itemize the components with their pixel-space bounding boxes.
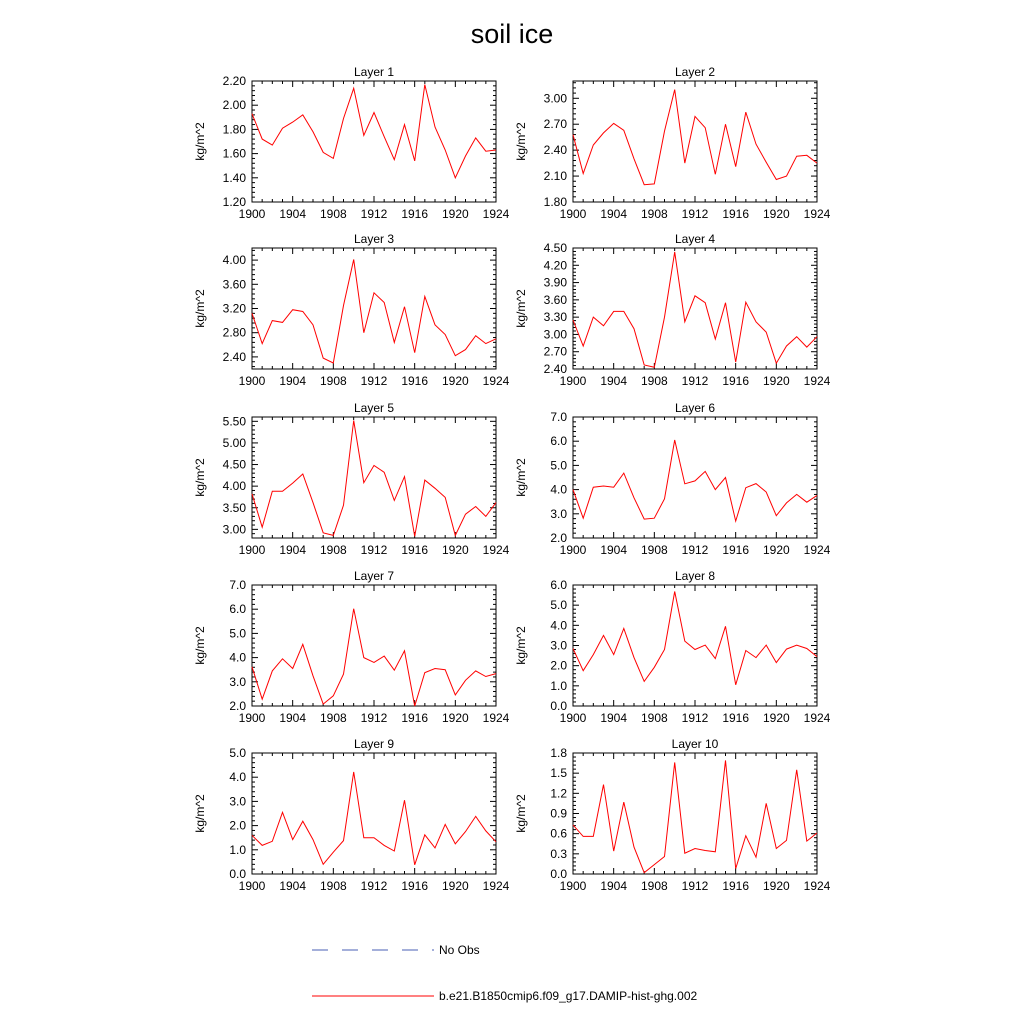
x-tick-label: 1916 (722, 207, 750, 221)
x-tick-label: 1908 (640, 207, 668, 221)
plot-frame (252, 81, 496, 202)
panel-layer-7 (193, 569, 510, 725)
x-tick-label: 1920 (762, 207, 790, 221)
x-tick-label: 1900 (559, 543, 587, 557)
y-tick-label: 3.30 (543, 310, 567, 325)
y-tick-label: 4.00 (222, 479, 246, 494)
y-tick-label: 3.0 (229, 794, 246, 809)
series-line (573, 252, 817, 367)
y-tick-label: 2.00 (222, 98, 246, 113)
y-tick-label: 1.40 (222, 170, 246, 185)
y-tick-label: 0.0 (229, 867, 246, 881)
panel-layer-5 (193, 401, 510, 557)
panel-layer-6 (514, 401, 831, 557)
y-axis-label: kg/m^2 (193, 626, 207, 665)
panel-layer-1 (193, 65, 510, 221)
x-tick-label: 1912 (360, 374, 388, 388)
x-tick-label: 1912 (681, 879, 709, 893)
x-tick-label: 1916 (722, 543, 750, 557)
y-tick-label: 4.0 (229, 770, 246, 785)
legend (312, 943, 697, 1003)
y-tick-label: 2.70 (543, 117, 567, 132)
y-axis-label: kg/m^2 (193, 458, 207, 497)
x-tick-label: 1904 (279, 711, 307, 725)
y-tick-label: 0.3 (550, 846, 567, 861)
series-line (573, 760, 817, 872)
y-axis-label: kg/m^2 (514, 794, 528, 833)
x-tick-label: 1924 (482, 543, 510, 557)
y-tick-label: 3.60 (222, 277, 246, 292)
y-axis-label: kg/m^2 (514, 626, 528, 665)
panel-title: Layer 9 (353, 737, 395, 751)
x-tick-label: 1904 (279, 543, 307, 557)
panel-layer-4 (514, 232, 831, 388)
legend-model-label: b.e21.B1850cmip6.f09_g17.DAMIP-hist-ghg.002 (439, 989, 698, 1003)
y-tick-label: 2.10 (543, 169, 567, 184)
x-tick-label: 1916 (722, 374, 750, 388)
series-line (252, 85, 496, 178)
y-axis-label: kg/m^2 (193, 122, 207, 161)
y-tick-label: 3.60 (543, 292, 567, 307)
x-tick-label: 1912 (681, 374, 709, 388)
x-tick-label: 1908 (640, 711, 668, 725)
y-axis-label: kg/m^2 (193, 794, 207, 833)
y-tick-label: 5.50 (222, 414, 246, 429)
y-tick-label: 1.80 (222, 122, 246, 137)
x-tick-label: 1916 (722, 879, 750, 893)
x-tick-label: 1920 (762, 543, 790, 557)
series-line (252, 421, 496, 537)
x-tick-label: 1920 (441, 879, 469, 893)
x-tick-label: 1916 (722, 711, 750, 725)
x-tick-label: 1916 (401, 543, 429, 557)
x-tick-label: 1916 (401, 879, 429, 893)
y-tick-label: 3.00 (543, 327, 567, 342)
y-tick-label: 4.50 (222, 457, 246, 472)
x-tick-label: 1924 (482, 711, 510, 725)
x-tick-label: 1924 (482, 374, 510, 388)
y-tick-label: 1.2 (550, 786, 567, 801)
y-tick-label: 6.0 (229, 602, 246, 617)
panel-title: Layer 1 (353, 65, 395, 79)
x-tick-label: 1900 (559, 879, 587, 893)
y-tick-label: 1.60 (222, 146, 246, 161)
x-tick-label: 1916 (401, 374, 429, 388)
y-tick-label: 4.50 (543, 241, 567, 255)
y-tick-label: 2.0 (550, 531, 567, 545)
series-line (573, 440, 817, 521)
y-tick-label: 3.0 (550, 506, 567, 521)
x-tick-label: 1900 (559, 374, 587, 388)
y-tick-label: 3.00 (222, 522, 246, 537)
x-tick-label: 1908 (319, 879, 347, 893)
y-axis-label: kg/m^2 (514, 122, 528, 161)
panel-layer-2 (514, 65, 831, 221)
plot-frame (573, 81, 817, 202)
y-tick-label: 1.20 (222, 195, 246, 209)
y-tick-label: 0.6 (550, 826, 567, 841)
plot-frame (573, 417, 817, 538)
panel-title: Layer 4 (674, 232, 716, 246)
series-line (252, 260, 496, 364)
x-tick-label: 1924 (803, 543, 831, 557)
x-tick-label: 1900 (238, 543, 266, 557)
x-tick-label: 1916 (401, 711, 429, 725)
x-tick-label: 1920 (441, 711, 469, 725)
x-tick-label: 1900 (559, 207, 587, 221)
y-tick-label: 4.00 (222, 253, 246, 268)
plot-frame (252, 585, 496, 706)
series-line (573, 90, 817, 185)
panel-title: Layer 7 (353, 569, 395, 583)
x-tick-label: 1920 (441, 543, 469, 557)
panels (193, 65, 831, 893)
y-tick-label: 3.90 (543, 275, 567, 290)
x-tick-label: 1908 (640, 543, 668, 557)
plot-frame (573, 753, 817, 874)
y-tick-label: 2.20 (222, 74, 246, 88)
y-tick-label: 5.00 (222, 435, 246, 450)
panel-title: Layer 5 (353, 401, 395, 415)
panel-title: Layer 3 (353, 232, 395, 246)
plot-frame (252, 753, 496, 874)
panel-title: Layer 8 (674, 569, 716, 583)
x-tick-label: 1924 (803, 374, 831, 388)
y-tick-label: 2.80 (222, 325, 246, 340)
y-tick-label: 2.0 (229, 818, 246, 833)
x-tick-label: 1908 (319, 207, 347, 221)
x-tick-label: 1912 (360, 879, 388, 893)
y-tick-label: 3.00 (543, 91, 567, 106)
y-tick-label: 2.0 (229, 699, 246, 713)
y-tick-label: 1.0 (550, 678, 567, 693)
y-tick-label: 6.0 (550, 578, 567, 592)
x-tick-label: 1908 (640, 879, 668, 893)
y-axis-label: kg/m^2 (193, 289, 207, 328)
x-tick-label: 1920 (762, 711, 790, 725)
y-tick-label: 3.20 (222, 301, 246, 316)
x-tick-label: 1924 (803, 207, 831, 221)
x-tick-label: 1904 (600, 543, 628, 557)
x-tick-label: 1912 (681, 543, 709, 557)
panel-layer-10 (514, 737, 831, 893)
x-tick-label: 1900 (238, 374, 266, 388)
y-tick-label: 2.0 (550, 658, 567, 673)
panel-layer-8 (514, 569, 831, 725)
x-tick-label: 1904 (279, 207, 307, 221)
y-tick-label: 5.0 (229, 626, 246, 641)
y-tick-label: 0.9 (550, 806, 567, 821)
x-tick-label: 1924 (803, 879, 831, 893)
y-tick-label: 4.20 (543, 258, 567, 273)
y-tick-label: 3.0 (550, 638, 567, 653)
y-tick-label: 1.0 (229, 842, 246, 857)
x-tick-label: 1904 (279, 374, 307, 388)
y-tick-label: 4.0 (550, 482, 567, 497)
y-tick-label: 0.0 (550, 699, 567, 713)
x-tick-label: 1912 (360, 543, 388, 557)
plot-frame (573, 248, 817, 369)
x-tick-label: 1924 (803, 711, 831, 725)
y-tick-label: 7.0 (229, 578, 246, 592)
y-tick-label: 4.0 (229, 650, 246, 665)
panel-layer-3 (193, 232, 510, 388)
x-tick-label: 1924 (482, 879, 510, 893)
y-tick-label: 2.40 (543, 362, 567, 376)
panel-title: Layer 10 (671, 737, 719, 751)
y-tick-label: 4.0 (550, 618, 567, 633)
x-tick-label: 1912 (681, 207, 709, 221)
x-tick-label: 1904 (600, 879, 628, 893)
x-tick-label: 1904 (600, 374, 628, 388)
x-tick-label: 1904 (600, 207, 628, 221)
y-tick-label: 2.40 (543, 143, 567, 158)
y-tick-label: 5.0 (550, 598, 567, 613)
plot-frame (573, 585, 817, 706)
y-tick-label: 0.0 (550, 867, 567, 881)
x-tick-label: 1904 (279, 879, 307, 893)
x-tick-label: 1900 (238, 879, 266, 893)
y-tick-label: 7.0 (550, 410, 567, 424)
x-tick-label: 1908 (640, 374, 668, 388)
y-tick-label: 5.0 (550, 458, 567, 473)
x-tick-label: 1908 (319, 543, 347, 557)
x-tick-label: 1900 (559, 711, 587, 725)
y-tick-label: 3.50 (222, 500, 246, 515)
y-tick-label: 5.0 (229, 746, 246, 760)
y-axis-label: kg/m^2 (514, 289, 528, 328)
x-tick-label: 1912 (360, 711, 388, 725)
x-tick-label: 1908 (319, 374, 347, 388)
x-tick-label: 1912 (681, 711, 709, 725)
x-tick-label: 1920 (762, 879, 790, 893)
series-line (252, 772, 496, 865)
y-tick-label: 6.0 (550, 434, 567, 449)
x-tick-label: 1912 (360, 207, 388, 221)
plot-frame (252, 248, 496, 369)
y-tick-label: 1.5 (550, 766, 567, 781)
x-tick-label: 1904 (600, 711, 628, 725)
y-tick-label: 2.40 (222, 349, 246, 364)
x-tick-label: 1900 (238, 207, 266, 221)
series-line (252, 609, 496, 706)
x-tick-label: 1900 (238, 711, 266, 725)
y-tick-label: 2.70 (543, 344, 567, 359)
y-axis-label: kg/m^2 (514, 458, 528, 497)
x-tick-label: 1920 (441, 207, 469, 221)
x-tick-label: 1908 (319, 711, 347, 725)
x-tick-label: 1916 (401, 207, 429, 221)
panel-title: Layer 6 (674, 401, 716, 415)
panel-title: Layer 2 (674, 65, 716, 79)
panel-layer-9 (193, 737, 510, 893)
y-tick-label: 3.0 (229, 674, 246, 689)
y-tick-label: 1.80 (543, 195, 567, 209)
figure-title: soil ice (470, 19, 554, 49)
plot-frame (252, 417, 496, 538)
legend-no-obs-label: No Obs (439, 943, 480, 957)
x-tick-label: 1924 (482, 207, 510, 221)
x-tick-label: 1920 (441, 374, 469, 388)
y-tick-label: 1.8 (550, 746, 567, 760)
series-line (573, 592, 817, 685)
x-tick-label: 1920 (762, 374, 790, 388)
